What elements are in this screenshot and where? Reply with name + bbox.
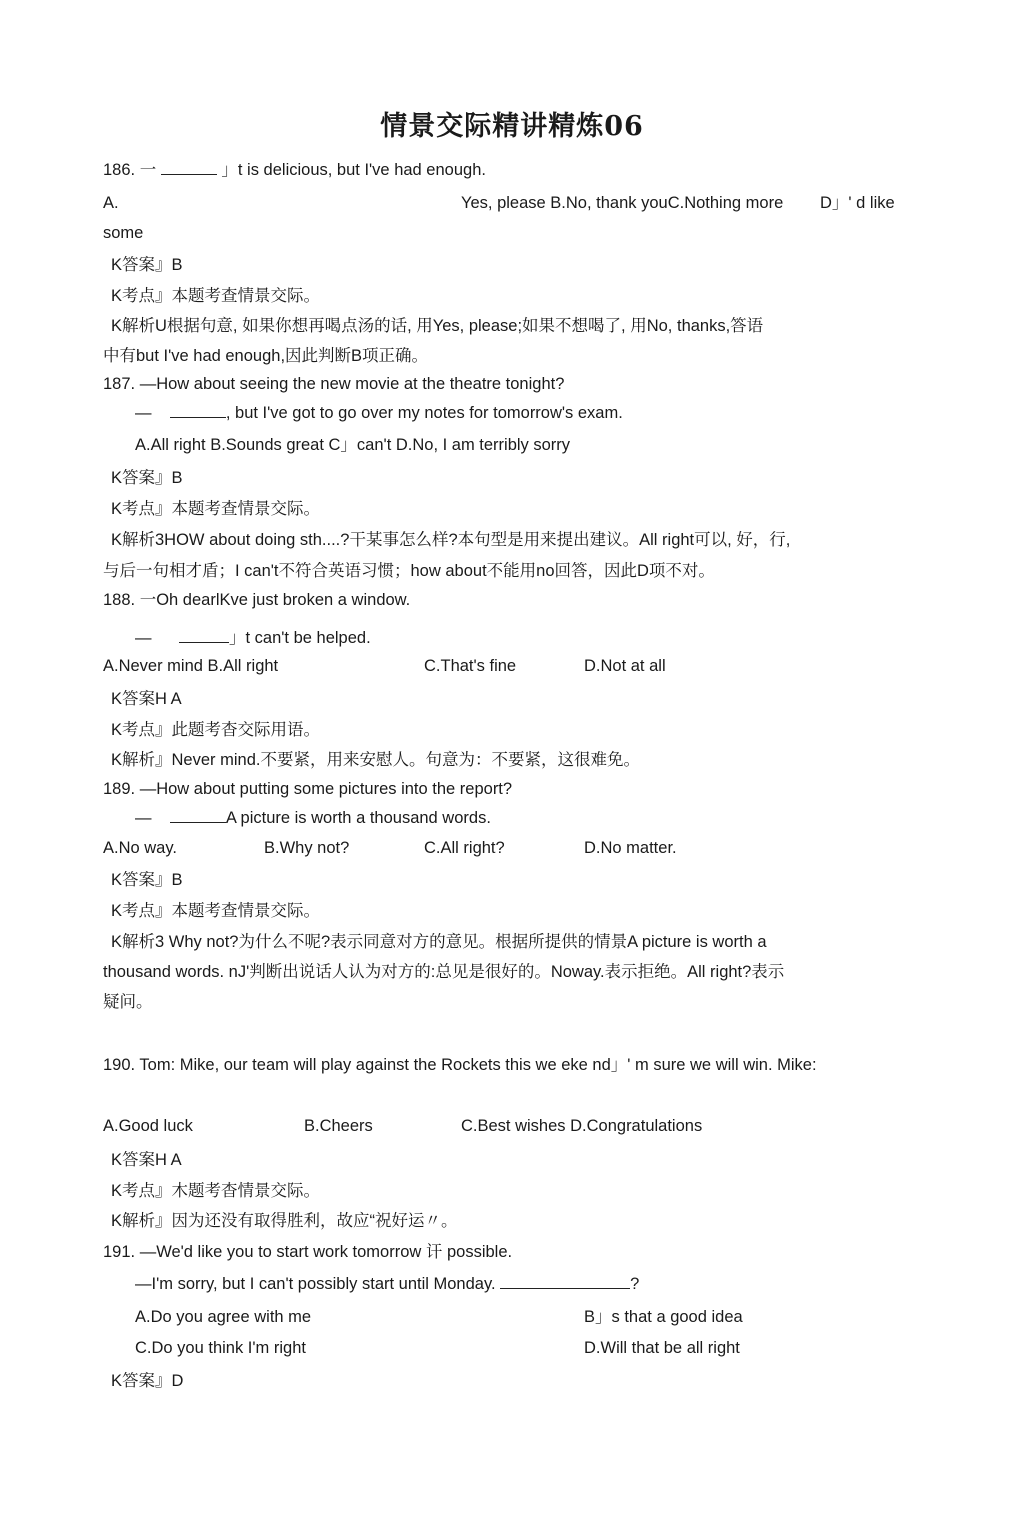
question-186-stem <box>103 159 486 181</box>
question-186-text: 」t is delicious, but I've had enough. <box>221 161 486 179</box>
answer-blank <box>500 1273 630 1289</box>
question-187-stem: 187. —How about seeing the new movie at the theatre tonight? <box>103 375 565 393</box>
analysis-188: K解析』Never mind.不要紧，用来安慰人。句意为：不要紧，这很难免。 <box>111 751 640 769</box>
dash: — <box>135 404 152 422</box>
analysis-186-line2: 中有but I've had enough,因此判断B项正确。 <box>103 347 429 365</box>
answer-188: K答案H A <box>111 690 182 708</box>
reply-text: A picture is worth a thousand words. <box>225 809 491 827</box>
question-188-stem: 188. 一Oh dearlKve just broken a window. <box>103 591 411 609</box>
option-190-b: B.Cheers <box>304 1117 373 1135</box>
answer-186: K答案』B <box>111 256 183 274</box>
option-191-a: A.Do you agree with me <box>135 1308 312 1326</box>
question-187-reply <box>135 402 623 424</box>
analysis-187-line2: 与后一句相才盾；I can't不符合英语习惯；how about不能用no回答，因此D项不对。 <box>103 562 715 580</box>
reply-text: , but I've got to go over my notes for tomorrow's exam. <box>225 404 623 422</box>
page-title: 情景交际精讲精炼06 <box>380 111 644 142</box>
option-191-b: B」s that a good idea <box>584 1308 743 1326</box>
point-188: K考点』此题考杳交际用语。 <box>111 721 321 739</box>
option-a: A. <box>103 194 119 212</box>
option-189-b: B.Why not? <box>264 839 350 857</box>
option-189-d: D.No matter. <box>584 839 677 857</box>
question-mark: ? <box>630 1275 640 1293</box>
answer-blank <box>170 807 226 823</box>
analysis-190: K解析』因为还没有取得胜利，故应“祝好运〃。 <box>111 1212 458 1230</box>
question-191-stem: 191. —We'd like you to start work tomorrow 讦 possible. <box>103 1243 513 1261</box>
option-190-a: A.Good luck <box>103 1117 193 1135</box>
option-d: D」' d like <box>820 194 895 212</box>
point-186: K考点』本题考查情景交际。 <box>111 287 321 305</box>
option-189-a: A.No way. <box>103 839 177 857</box>
question-189-reply <box>135 807 491 829</box>
answer-blank <box>179 627 229 643</box>
analysis-189-line2: thousand words. nJ'判断出说话人认为对方的:总见是很好的。Noway.表示拒绝。All right?表示 <box>103 963 785 981</box>
option-188-c: C.That's fine <box>424 657 517 675</box>
answer-191: K答案』D <box>111 1372 184 1390</box>
answer-189: K答案』B <box>111 871 183 889</box>
analysis-189-line1: K解析3 Why not?为什么不呢?表示同意对方的意见。根据所提供的情景A picture is worth a <box>111 933 767 951</box>
analysis-187-line1: K解析3HOW about doing sth....?干某事怎么样?本句型是用来提出建议。All right可以, 好，行, <box>111 531 791 549</box>
question-188-reply <box>135 627 371 649</box>
question-191-reply <box>135 1273 639 1295</box>
analysis-189-line3: 疑问。 <box>103 993 153 1011</box>
options-190-cd: C.Best wishes D.Congratulations <box>461 1117 703 1135</box>
options-187: A.All right B.Sounds great C」can't D.No, I am terribly sorry <box>135 436 571 454</box>
question-186-number: 186. 一 <box>103 161 157 179</box>
point-189: K考点』本题考查情景交际。 <box>111 902 321 920</box>
options-188-ab: A.Never mind B.All right <box>103 657 279 675</box>
option-d-continuation: some <box>103 224 144 242</box>
dash: — <box>135 629 152 647</box>
option-188-d: D.Not at all <box>584 657 666 675</box>
reply-text: 」t can't be helped. <box>229 629 371 647</box>
question-189-stem: 189. —How about putting some pictures into the report? <box>103 780 513 798</box>
option-191-d: D.Will that be all right <box>584 1339 740 1357</box>
answer-blank <box>161 159 217 175</box>
reply-text: —I'm sorry, but I can't possibly start until Monday. <box>135 1275 496 1293</box>
dash: — <box>135 809 152 827</box>
answer-blank <box>170 402 226 418</box>
answer-190: K答案H A <box>111 1151 182 1169</box>
point-187: K考点』本题考查情景交际。 <box>111 500 321 518</box>
question-190-stem: 190. Tom: Mike, our team will play against the Rockets this we eke nd」' m sure we will win. Mike: <box>103 1056 817 1074</box>
answer-187: K答案』B <box>111 469 183 487</box>
option-189-c: C.All right? <box>424 839 505 857</box>
options-abc: Yes, please B.No, thank youC.Nothing more <box>461 194 784 212</box>
point-190: K考点』木题考杳情景交际。 <box>111 1182 321 1200</box>
option-191-c: C.Do you think I'm right <box>135 1339 306 1357</box>
analysis-186-line1: K解析U根据句意, 如果你想再喝点汤的话, 用Yes, please;如果不想喝了, 用No, thanks,答语 <box>111 317 764 335</box>
